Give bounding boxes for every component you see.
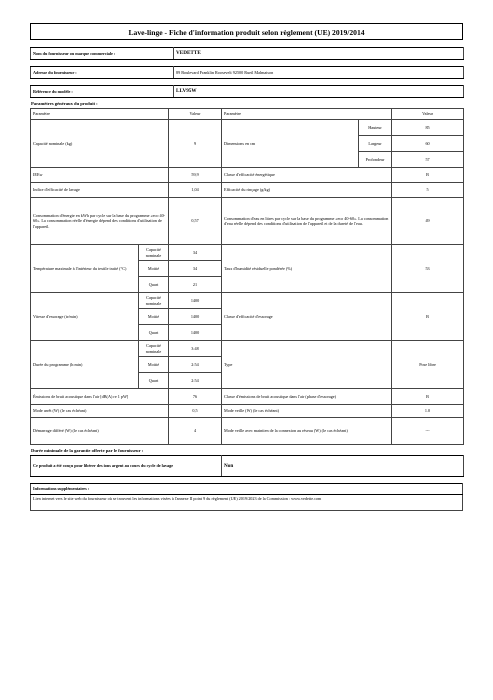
energy-class-label: Classe d'efficacité énergétique [222,168,392,183]
temperature-quarter-value: 21 [169,277,222,293]
standby-value: 1.0 [392,405,464,418]
supplier-value: VEDETTE [174,48,464,60]
spin-half-label: Moitié [139,309,169,325]
header-param-left: Paramètre [31,109,169,120]
header-row [31,109,464,120]
power-mode-row [31,405,464,418]
height-label: Hauteur [359,120,392,136]
model-row [31,86,464,98]
duration-full-value: 3:48 [169,341,222,357]
duration-quarter-value: 2:54 [169,373,222,389]
spin-class-label: Classe d'efficacité d'essorage [222,293,392,341]
eei-value: 59,9 [169,168,222,183]
page-title: Lave-linge - Fiche d'information produit selon règlement (UE) 2019/2014 [30,23,463,40]
params-table [30,108,464,445]
width-value: 60 [392,136,464,152]
header-param-right: Paramètre [222,109,392,120]
energy-consumption-value: 0,57 [169,198,222,245]
ions-label: Ce produit a été conçu pour libérer des ions argent au cours du cycle de lavage [31,456,222,477]
delay-row [31,418,464,445]
duration-row-full [31,341,464,357]
identity-table [30,47,464,60]
rinsing-label: Efficacité du rinçage (g/kg) [222,183,392,198]
spin-half-value: 1400 [169,309,222,325]
model-label: Référence du modèle : [31,86,174,98]
duration-half-value: 2:54 [169,357,222,373]
capacity-label: Capacité nominale (kg) [31,120,169,168]
capacity-value: 9 [169,120,222,168]
header-value-left: Valeur [169,109,222,120]
depth-value: 57 [392,152,464,168]
depth-label: Profondeur [359,152,392,168]
product-sheet [30,23,463,511]
address-table [30,66,464,79]
network-standby-label: Mode veille avec maintien de la connexion au réseau (W) (le cas échéant) [222,418,392,445]
temperature-half-value: 34 [169,261,222,277]
additional-heading: Informations supplémentaires : [31,484,463,495]
energy-class-value: B [392,168,464,183]
temperature-label: Température maximale à l'intérieur du textile traité (°C) [31,245,139,293]
eei-row [31,168,464,183]
off-mode-label: Mode arrêt (W) (le cas échéant) [31,405,169,418]
spin-speed-label: Vitesse d'essorage (tr/min) [31,293,139,341]
temperature-half-label: Moitié [139,261,169,277]
duration-full-label: Capacité nominale [139,341,169,357]
address-label: Adresse du fournisseur : [31,67,174,79]
standby-label: Mode veille (W) (le cas échéant) [222,405,392,418]
water-consumption-label: Consommation d'eau en litres par cycle sur la base du programme «eco 40-60». La consommation d'eau réelle dépend des conditions d'utilisation de l'appareil et de la dureté de l'eau. [222,198,392,245]
address-value: 89 Boulevard Franklin Roosevelt 92500 Rueil Malmaison [174,67,464,79]
eei-label: IEEw [31,168,169,183]
spin-class-value: B [392,293,464,341]
duration-quarter-label: Quart [139,373,169,389]
delay-start-label: Démarrage différé (W) (le cas échéant) [31,418,169,445]
spin-full-label: Capacité nominale [139,293,169,309]
noise-row [31,389,464,405]
header-value-right: Valeur [392,109,464,120]
general-params-heading: Paramètres généraux du produit : [31,101,98,106]
humidity-label: Taux d'humidité résiduelle pondérée (%) [222,245,392,293]
model-table [30,85,464,98]
noise-label: Émissions de bruit acoustique dans l'air [dB(A) re 1 pW] [31,389,169,405]
energy-consumption-label: Consommation d'énergie en kWh par cycle sur la base du programme «eco 40-60». La consommation réelle d'énergie dépend des conditions d'utilisation de l'appareil. [31,198,169,245]
temperature-quarter-label: Quart [139,277,169,293]
spin-full-value: 1400 [169,293,222,309]
address-row [31,67,464,79]
temperature-full-value: 34 [169,245,222,261]
spin-quarter-value: 1400 [169,325,222,341]
spin-row-full [31,293,464,309]
washing-index-value: 1,04 [169,183,222,198]
water-consumption-value: 49 [392,198,464,245]
spin-quarter-label: Quart [139,325,169,341]
noise-class-value: B [392,389,464,405]
duration-half-label: Moitié [139,357,169,373]
ions-row [31,456,464,477]
off-mode-value: 0,5 [169,405,222,418]
rinsing-value: 5 [392,183,464,198]
ions-value: Non [222,456,464,477]
type-value: Pose libre [392,341,464,389]
temperature-full-label: Capacité nominale [139,245,169,261]
supplier-label: Nom du fournisseur ou marque commerciale : [31,48,174,60]
washing-row [31,183,464,198]
noise-value: 76 [169,389,222,405]
noise-class-label: Classe d'émissions de bruit acoustique dans l'air (phase d'essorage) [222,389,392,405]
height-value: 85 [392,120,464,136]
supplier-row [31,48,464,60]
additional-text: Lien internet vers le site web du fournisseur où se trouvent les informations visées à l'annexe II point 9 du règlement (UE) 2019/2023 de la Commission : www.vedette.com [31,495,463,511]
capacity-row [31,120,464,136]
additional-table [30,483,463,511]
additional-text-row [31,495,463,511]
delay-start-value: 4 [169,418,222,445]
width-label: Largeur [359,136,392,152]
network-standby-value: --- [392,418,464,445]
humidity-value: 53 [392,245,464,293]
ions-table [30,455,464,477]
additional-heading-row [31,484,463,495]
type-label: Type [222,341,392,389]
warranty-heading: Durée minimale de la garantie offerte par le fournisseur : [31,448,144,453]
dimensions-label: Dimensions en cm [222,120,359,168]
consumption-row [31,198,464,245]
temperature-row-full [31,245,464,261]
washing-index-label: Indice d'efficacité de lavage [31,183,169,198]
duration-label: Durée du programme (h:min) [31,341,139,389]
model-value: LLV95W [174,86,464,98]
